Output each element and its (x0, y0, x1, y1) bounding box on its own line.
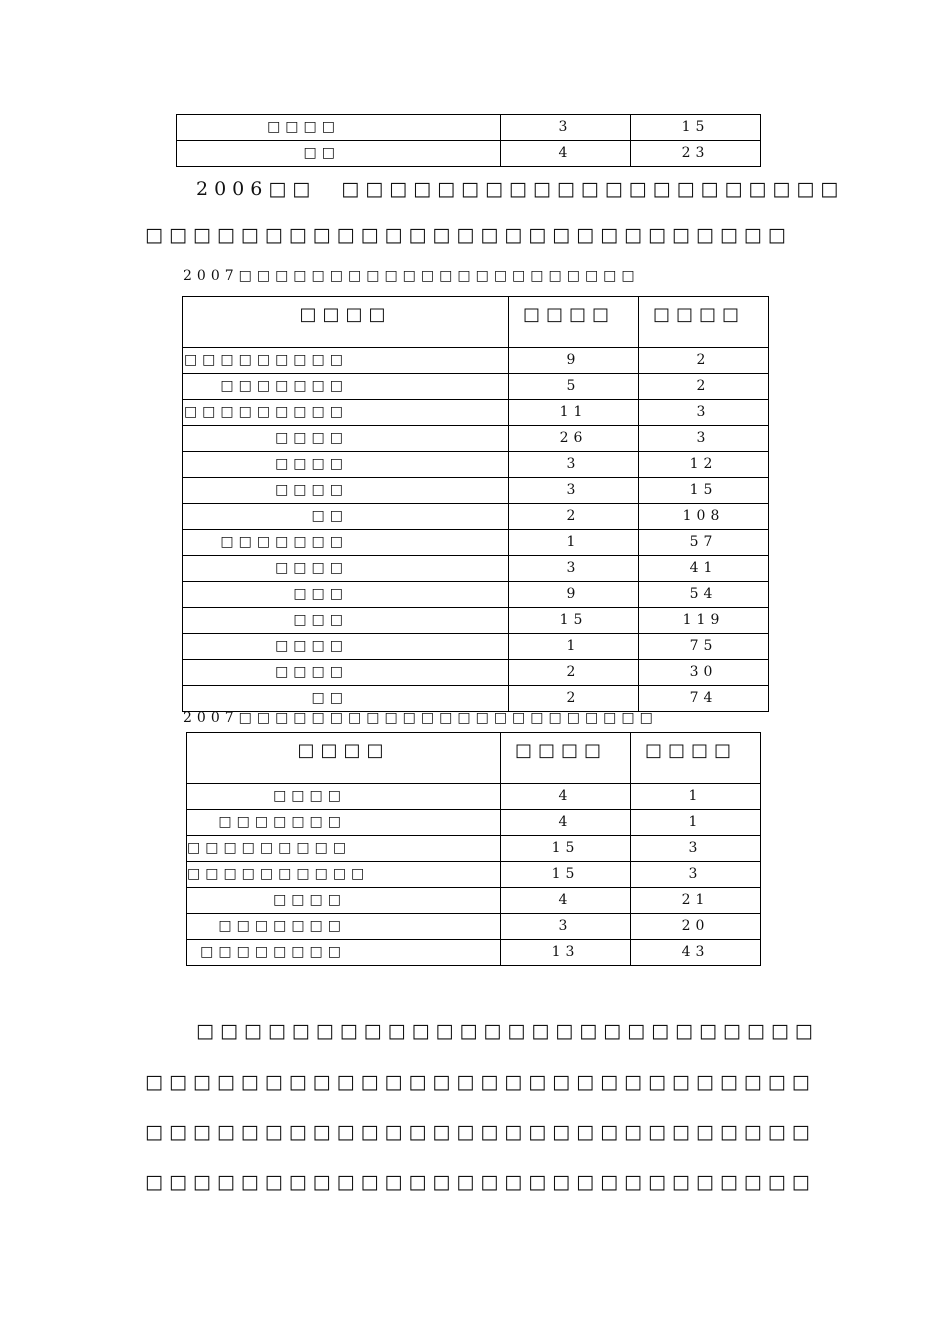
row-label-cell: □□□□ (183, 556, 509, 582)
row-value-cell: 20 (631, 914, 761, 940)
row-value-cell: 15 (639, 478, 769, 504)
table-row (183, 504, 769, 530)
row-label-cell: □□□□ (183, 634, 509, 660)
table-row (183, 556, 769, 582)
row-label-cell: □□□□□□□ (187, 914, 501, 940)
table-row (187, 940, 761, 966)
row-value-cell: 2 (509, 504, 639, 530)
row-value-cell: 15 (509, 608, 639, 634)
row-value-cell: 13 (501, 940, 631, 966)
row-label-cell: □□□□□□□ (187, 810, 501, 836)
row-label-cell: □□□ (183, 582, 509, 608)
row-label-cell: □□□□□□□□□ (187, 836, 501, 862)
row-value-cell: 12 (639, 452, 769, 478)
row-label-cell: □□□□ (183, 660, 509, 686)
row-label-cell: □□□□ (183, 426, 509, 452)
row-value-cell: 26 (509, 426, 639, 452)
table1-header-col1: □□□□ (183, 297, 509, 348)
row-label-cell: □□□□□□□ (183, 530, 509, 556)
table-row (177, 141, 761, 167)
row-value-cell: 3 (509, 478, 639, 504)
row-value-cell: 30 (639, 660, 769, 686)
row-value-cell: 2 (639, 374, 769, 400)
row-value-cell: 3 (501, 115, 631, 141)
row-value-cell: 119 (639, 608, 769, 634)
table-row (183, 686, 769, 712)
row-value-cell: 75 (639, 634, 769, 660)
row-label-cell: □□ (183, 504, 509, 530)
row-label-cell: □□□□ (177, 115, 501, 141)
table-row (187, 836, 761, 862)
text-line-2: □□□□□□□□□□□□□□□□□□□□□□□□□□□ (145, 224, 792, 246)
row-label-cell: □□ (183, 686, 509, 712)
table2-caption: 2007□□□□□□□□□□□□□□□□□□□□□□□ (183, 710, 658, 726)
row-value-cell: 1 (631, 784, 761, 810)
row-label-cell: □□□□□□□ (183, 374, 509, 400)
row-value-cell: 54 (639, 582, 769, 608)
row-value-cell: 1 (509, 530, 639, 556)
table-row (183, 348, 769, 374)
table-row (183, 634, 769, 660)
table2-header-col2: □□□□ (501, 733, 631, 784)
row-value-cell: 3 (501, 914, 631, 940)
table-row (183, 582, 769, 608)
row-value-cell: 1 (509, 634, 639, 660)
row-label-cell: □□□□□□□□□ (183, 400, 509, 426)
row-label-cell: □□□ (183, 608, 509, 634)
row-value-cell: 57 (639, 530, 769, 556)
row-label-cell: □□□□ (183, 478, 509, 504)
row-label-cell: □□□□□□□□ (187, 940, 501, 966)
row-value-cell: 3 (509, 452, 639, 478)
row-value-cell: 11 (509, 400, 639, 426)
table-2 (186, 732, 761, 966)
row-label-cell: □□□□ (187, 888, 501, 914)
row-label-cell: □□□□ (187, 784, 501, 810)
row-value-cell: 5 (509, 374, 639, 400)
row-value-cell: 108 (639, 504, 769, 530)
top-table (176, 114, 761, 167)
row-value-cell: 23 (631, 141, 761, 167)
table-row (183, 608, 769, 634)
row-value-cell: 4 (501, 784, 631, 810)
table-row (187, 784, 761, 810)
table-row (177, 115, 761, 141)
row-value-cell: 9 (509, 348, 639, 374)
table1-header-col3: □□□□ (639, 297, 769, 348)
row-value-cell: 3 (631, 862, 761, 888)
paragraph-line-3: □□□□□□□□□□□□□□□□□□□□□□□□□□□□ (145, 1121, 816, 1143)
row-value-cell: 74 (639, 686, 769, 712)
table-row (183, 400, 769, 426)
row-value-cell: 3 (509, 556, 639, 582)
table-1 (182, 296, 769, 712)
row-value-cell: 41 (639, 556, 769, 582)
row-value-cell: 4 (501, 141, 631, 167)
row-value-cell: 4 (501, 888, 631, 914)
text-line-1: 2006□□ □□□□□□□□□□□□□□□□□□□□□ (196, 178, 845, 200)
table-row (183, 478, 769, 504)
table-row (183, 530, 769, 556)
table2-header-col1: □□□□ (187, 733, 501, 784)
row-value-cell: 3 (639, 400, 769, 426)
table-row (183, 660, 769, 686)
row-value-cell: 15 (501, 862, 631, 888)
table-row (187, 810, 761, 836)
table2-header-col3: □□□□ (631, 733, 761, 784)
table1-caption: 2007□□□□□□□□□□□□□□□□□□□□□□ (183, 268, 640, 284)
row-value-cell: 4 (501, 810, 631, 836)
table1-header-col2: □□□□ (509, 297, 639, 348)
row-value-cell: 15 (501, 836, 631, 862)
row-value-cell: 43 (631, 940, 761, 966)
row-value-cell: 2 (509, 686, 639, 712)
row-value-cell: 2 (639, 348, 769, 374)
row-label-cell: □□□□□□□□□□ (187, 862, 501, 888)
row-label-cell: □□□□ (183, 452, 509, 478)
row-value-cell: 15 (631, 115, 761, 141)
table-row (187, 888, 761, 914)
paragraph-line-2: □□□□□□□□□□□□□□□□□□□□□□□□□□□□ (145, 1071, 816, 1093)
table-row (183, 374, 769, 400)
row-value-cell: 21 (631, 888, 761, 914)
row-value-cell: 9 (509, 582, 639, 608)
table-row (187, 862, 761, 888)
row-value-cell: 3 (639, 426, 769, 452)
paragraph-line-4: □□□□□□□□□□□□□□□□□□□□□□□□□□□□ (145, 1171, 816, 1193)
paragraph-line-1: □□□□□□□□□□□□□□□□□□□□□□□□□□ (196, 1020, 819, 1042)
row-label-cell: □□□□□□□□□ (183, 348, 509, 374)
row-value-cell: 1 (631, 810, 761, 836)
table-row (183, 426, 769, 452)
row-value-cell: 2 (509, 660, 639, 686)
row-value-cell: 3 (631, 836, 761, 862)
row-label-cell: □□ (177, 141, 501, 167)
table-row (183, 452, 769, 478)
table-row (187, 914, 761, 940)
